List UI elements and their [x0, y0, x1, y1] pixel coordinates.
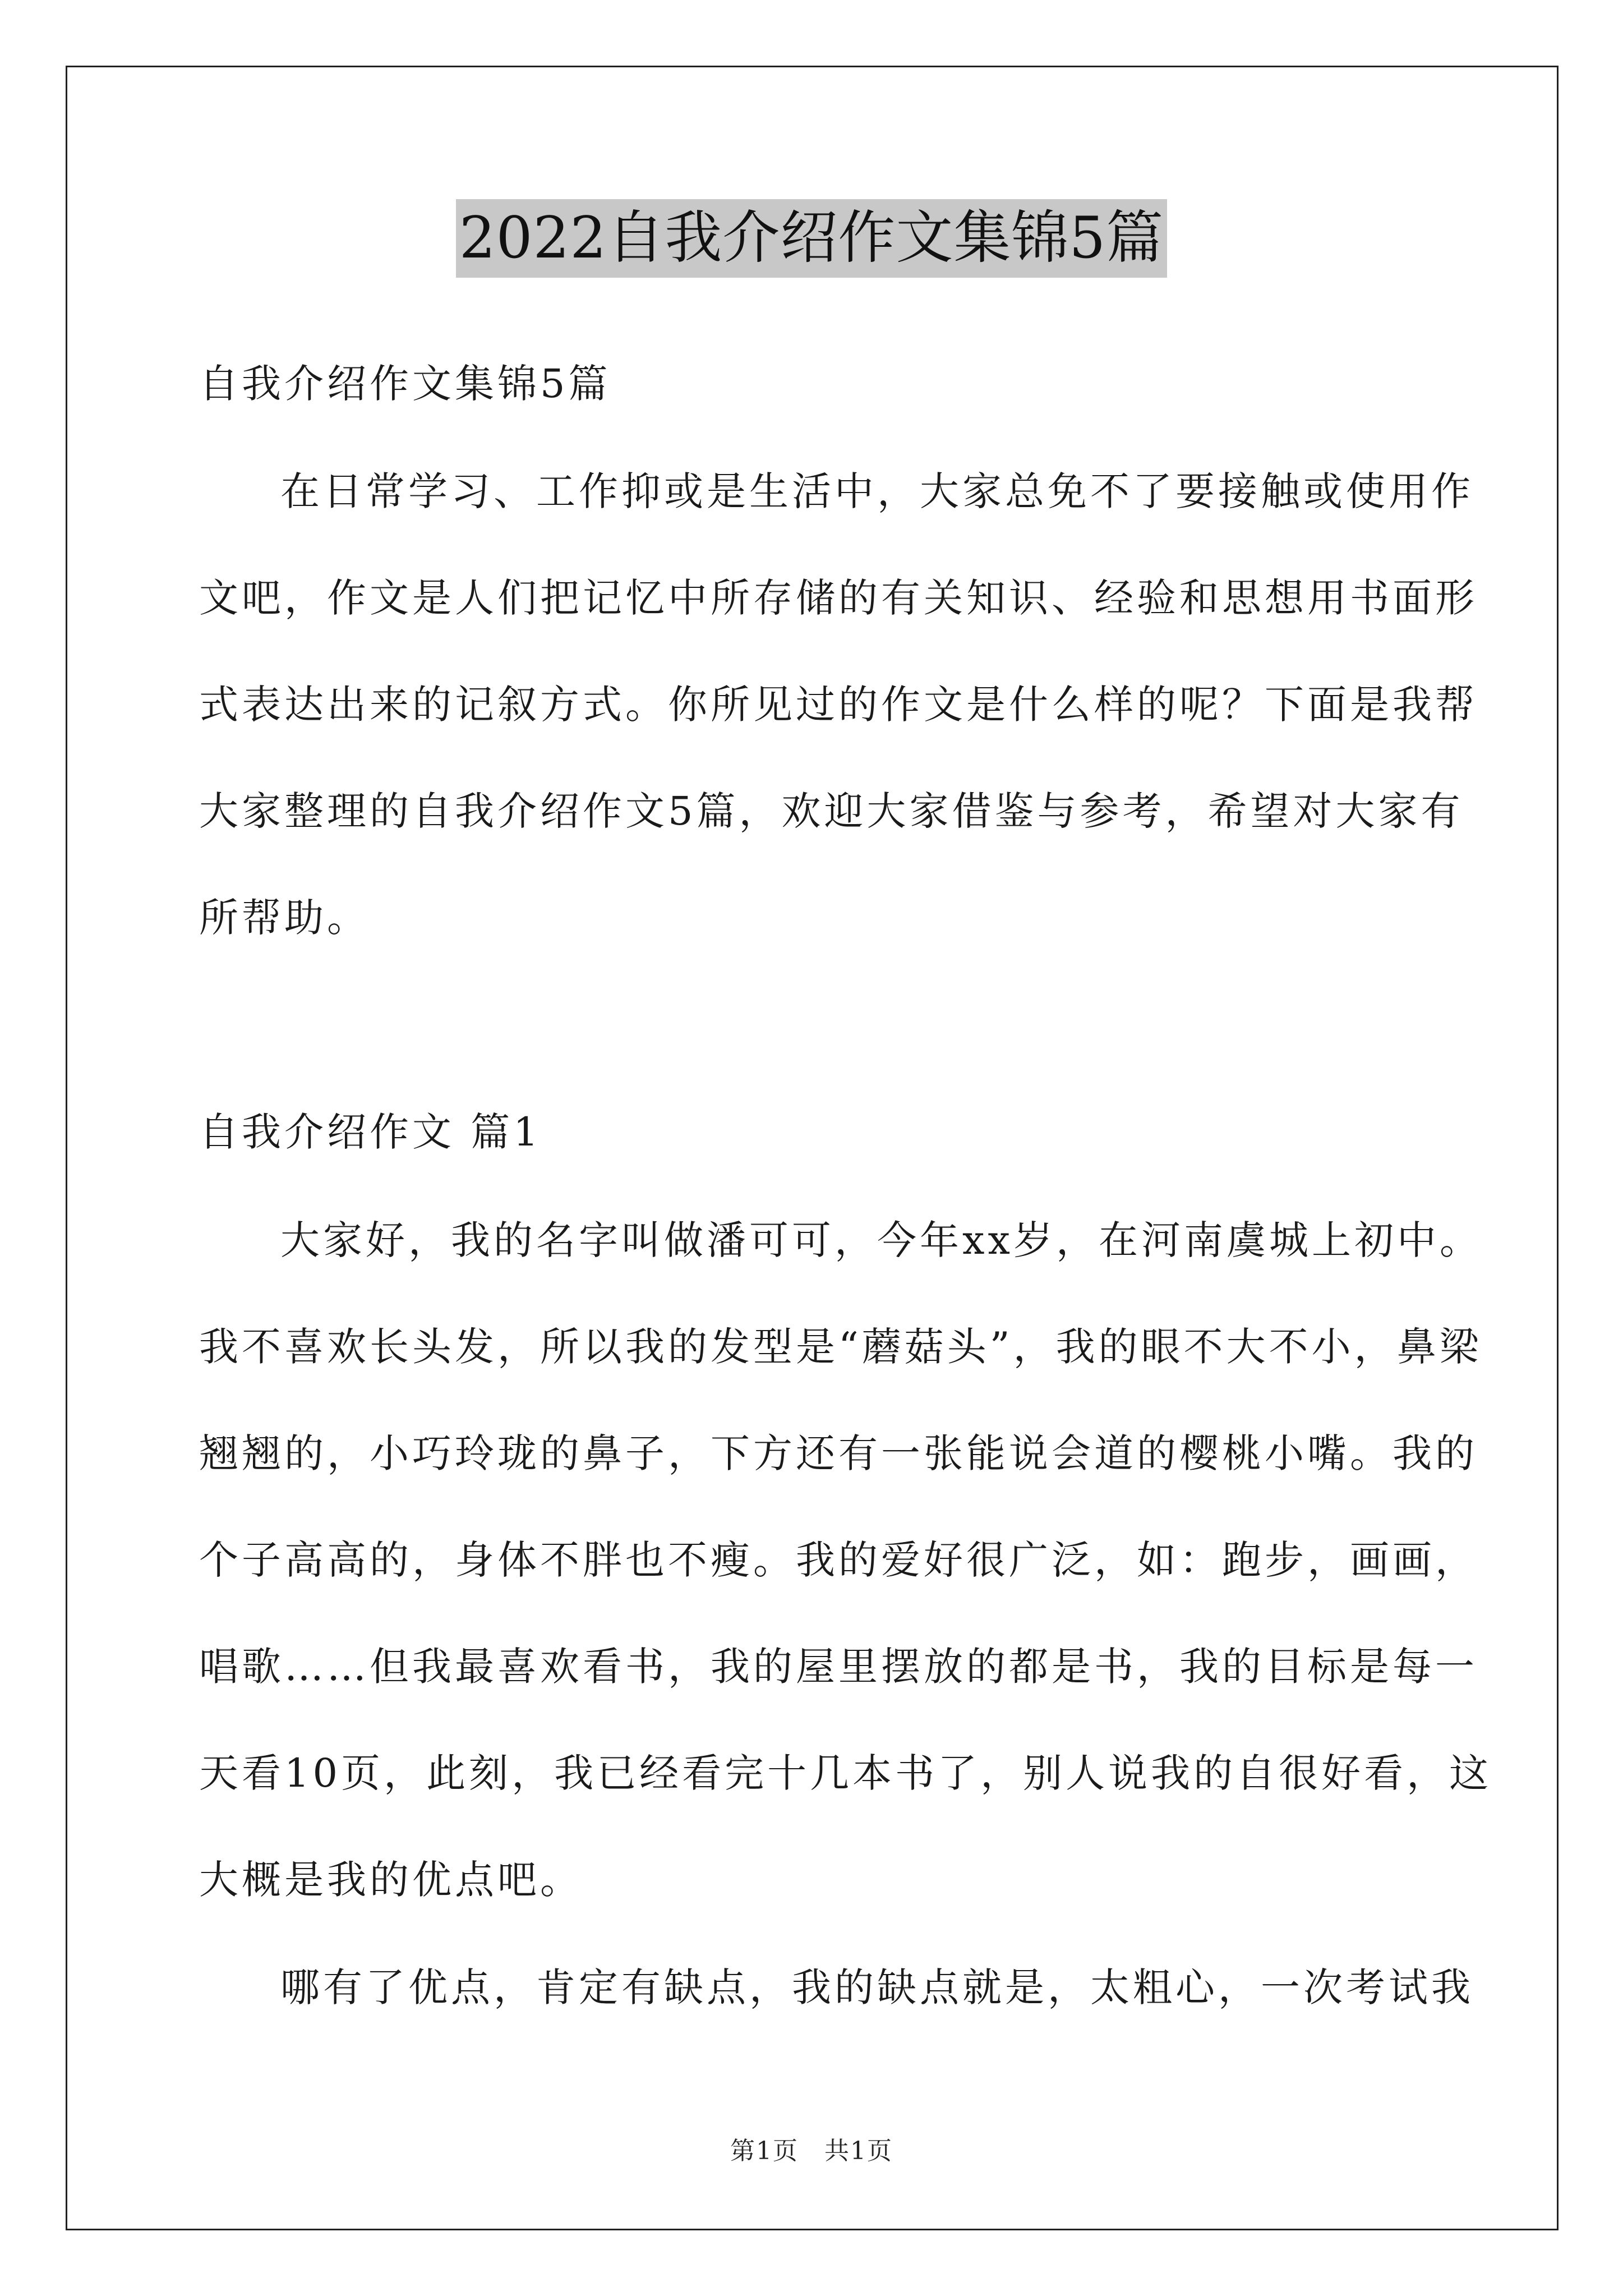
- section-heading: 自我介绍作文 篇1: [199, 1109, 542, 1155]
- intro-line-4: 大家整理的自我介绍作文5篇，欢迎大家借鉴与参考，希望对大家有: [199, 788, 1464, 834]
- document-title: 2022自我介绍作文集锦5篇: [456, 199, 1167, 278]
- intro-line-5: 所帮助。: [199, 895, 370, 941]
- section-line-6: 天看10页，此刻，我已经看完十几本书了，别人说我的自很好看，这: [199, 1750, 1492, 1796]
- title-wrap: [0, 199, 1623, 278]
- section-line-7: 大概是我的优点吧。: [199, 1857, 583, 1903]
- intro-line-3: 式表达出来的记叙方式。你所见过的作文是什么样的呢？下面是我帮: [199, 682, 1478, 728]
- section-line-4: 个子高高的，身体不胖也不瘦。我的爱好很广泛，如：跑步，画画，: [199, 1537, 1478, 1583]
- last-line: 哪有了优点，肯定有缺点，我的缺点就是，太粗心，一次考试我: [280, 1964, 1474, 2010]
- section-line-3: 翘翘的，小巧玲珑的鼻子，下方还有一张能说会道的樱桃小嘴。我的: [199, 1430, 1478, 1476]
- intro-line-2: 文吧，作文是人们把记忆中所存储的有关知识、经验和思想用书面形: [199, 575, 1478, 621]
- section-line-2: 我不喜欢长头发，所以我的发型是“蘑菇头”，我的眼不大不小，鼻梁: [199, 1324, 1482, 1370]
- section-line-5: 唱歌……但我最喜欢看书，我的屋里摆放的都是书，我的目标是每一: [199, 1644, 1478, 1690]
- page-number: 第1页 共1页: [730, 2137, 893, 2165]
- section-line-1: 大家好，我的名字叫做潘可可，今年xx岁，在河南虞城上初中。: [280, 1217, 1482, 1263]
- document-subtitle: 自我介绍作文集锦5篇: [199, 361, 611, 407]
- intro-line-1: 在日常学习、工作抑或是生活中，大家总免不了要接触或使用作: [280, 468, 1474, 514]
